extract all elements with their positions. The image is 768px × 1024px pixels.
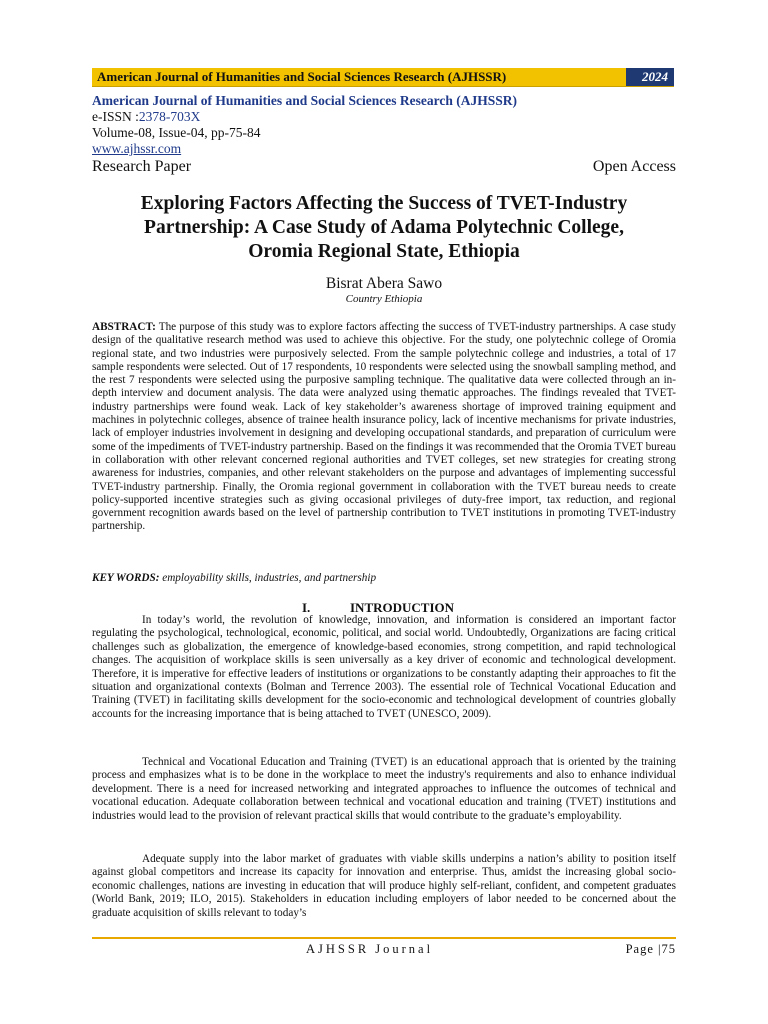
section-title: INTRODUCTION [350,600,455,615]
paragraph-text: In today’s world, the revolution of knowledge, innovation, and information is considered an important factor regulating the psychological, technological, economic, political, and social world. Undoubtedly, Organizations are facing critical challenges such as globalization, the emergence of knowledge-based economies, strong competition, and rapid technological changes. The acquisition of workplace skills is seen universally as a key driver of economic and technological development. Therefore, it is imperative for effective leaders of institutions or organizations to be constantly adapting their approaches to fit the situation and organizational contexts (Bolman and Terrence 2003). The essential role of Technical Vocational Education and Training (TVET) in facilitating skills development for the socio-economic and technological development of countries globally accounts for the increasing importance that is being attached to TVET (UNESCO, 2009). [92,614,676,720]
abstract-text: The purpose of this study was to explore factors affecting the success of TVET-industry partnerships. A case study design of the qualitative research method was used to achieve this objective. For the study, one polytechnic college of Oromia regional state, and two industries were purposively selected. From the sample polytechnic college and industries, a total of 17 sample respondents were selected. Out of 17 respondents, 10 respondents were selected using the snowball sampling method, and the rest 7 respondents were selected using the purposive sampling technique. The qualitative data were collected through an in-depth interview and document analysis. The data were analyzed using thematic approaches. The findings revealed that TVET-industry partnerships were found weak. Lack of key stakeholder’s awareness shortage of improved training equipment and machines in polytechnic colleges, absence of trainee health insurance policy, lack of incentive mechanisms for private industries, lack of employer industries involvement in designing and developing occupational standards, and preparation of curriculum were some of the impediments of TVET-industry partnership. Based on the findings it was recommended that the Oromia TVET bureau in collaboration with other relevant concerned regional authorities and TVET colleges, set new strategies for creating strong awareness for industries, companies, and other relevant stakeholders on the purpose and advantages of implementing successful TVET-industry partnership. Finally, the Oromia regional government in collaboration with the TVET bureau needs to create policy-supported incentive strategies such as giving occasional privileges of duty-free import, tax reduction, and regional government recognition awards based on the level of partnership contribution to TVET institutions in promoting TVET-industry partnership. [92,321,677,533]
title-line: Exploring Factors Affecting the Success of TVET-Industry [140,193,628,214]
paper-type-row [92,157,676,177]
header-year: 2024 [626,68,674,86]
paper-page [92,0,676,1024]
abstract-label: ABSTRACT: [92,321,156,333]
issn-value: 2378-703X [138,109,201,124]
header-journal-title: American Journal of Humanities and Social Sciences Research (AJHSSR) [97,69,507,84]
keywords [92,572,676,584]
article-title [92,192,676,264]
issn-line [92,109,676,125]
title-line: Oromia Regional State, Ethiopia [248,241,520,262]
body-paragraph [92,853,676,920]
body-paragraph [92,614,676,721]
author-name: Bisrat Abera Sawo [325,275,443,292]
journal-name: American Journal of Humanities and Social Sciences Research (AJHSSR) [92,93,517,108]
author-affiliation: Country Ethiopia [345,293,423,305]
journal-meta [92,93,676,177]
footer-journal: AJHSSR Journal [306,942,434,956]
issn-label: e-ISSN : [92,109,139,124]
journal-header-bar [92,68,674,87]
body-paragraph [92,756,676,823]
keywords-label: KEY WORDS: [92,572,160,584]
access-type: Open Access [592,158,676,175]
title-line: Partnership: A Case Study of Adama Polytechnic College, [144,217,624,238]
footer-rule [92,937,676,939]
paragraph-text: Technical and Vocational Education and Training (TVET) is an educational approach that is oriented by the training process and emphasizes what is to be done in the workplace to meet the industry's requirements and also to enhance individual development. There is a need for increased networking and integrated approaches to influence the outcomes of technical and vocational education. Adequate collaboration between technical and vocational education and training (TVET) institutions and industries would lead to the provision of relevant practical skills that would contribute to the graduate’s employability. [92,756,676,822]
volume-line: Volume-08, Issue-04, pp-75-84 [92,125,261,140]
abstract [92,321,676,534]
keywords-text: employability skills, industries, and partnership [159,572,377,584]
section-number: I. [302,600,311,615]
journal-website-link[interactable]: www.ajhssr.com [92,141,182,156]
paragraph-text: Adequate supply into the labor market of graduates with viable skills underpins a nation’s ability to position itself against global competitors and increase its capacity for innovation and enterprise. Thus, amidst the increasing global socio-economic challenges, nations are investing in education that will produce highly self-reliant, confident, and competent graduates (World Bank, 2019; ILO, 2015). Stakeholders in education including employers of labor needed to be concerned about the graduate acquisition of skills relevant to today’s [92,853,676,919]
paper-type: Research Paper [92,158,192,175]
footer-page-number: Page |75 [625,942,676,956]
